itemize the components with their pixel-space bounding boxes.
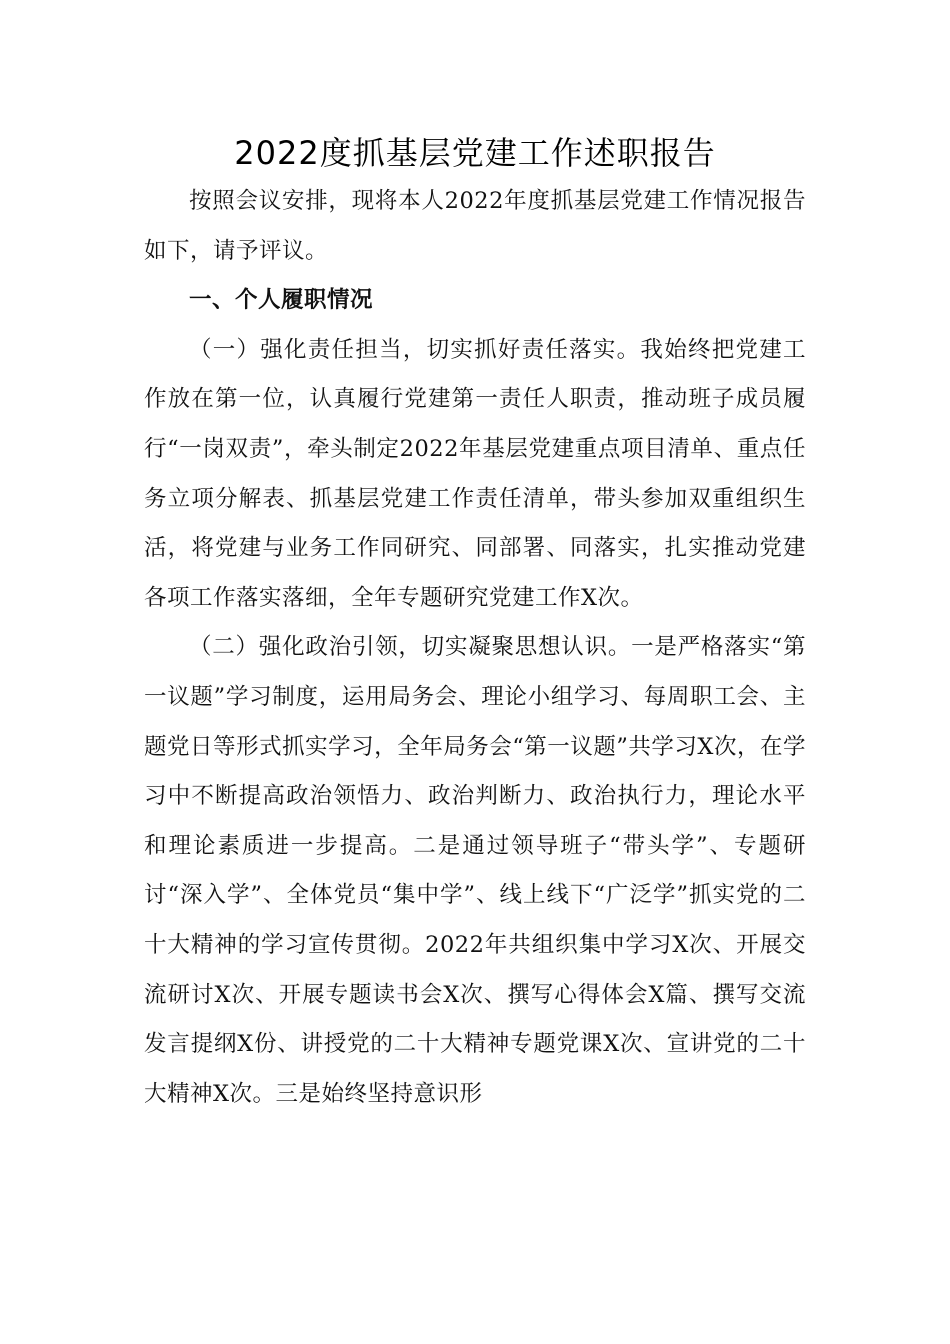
document-title: 2022度抓基层党建工作述职报告 (234, 134, 716, 172)
intro-paragraph: 按照会议安排，现将本人2022年度抓基层党建工作情况报告如下，请予评议。 (144, 188, 806, 264)
document-body (144, 177, 806, 1119)
paragraph-political-guidance: （二）强化政治引领，切实凝聚思想认识。一是严格落实“第一议题”学习制度，运用局务会、理论小组学习、每周职工会、主题党日等形式抓实学习，全年局务会“第一议题”共学习X次，在学习中不断提高政治领悟力、政治判断力、政治执行力，理论水平和理论素质进一步提高。二是通过领导班子“带头学”、专题研讨“深入学”、全体党员“集中学”、线上线下“广泛学”抓实党的二十大精神的学习宣传贯彻。2022年共组织集中学习X次、开展交流研讨X次、开展专题读书会X次、撰写心得体会X篇、撰写交流发言提纲X份、讲授党的二十大精神专题党课X次、宣讲党的二十大精神X次。三是始终坚持意识形 (144, 634, 806, 1107)
section-heading: 一、个人履职情况 (189, 287, 374, 314)
paragraph-responsibility: （一）强化责任担当，切实抓好责任落实。我始终把党建工作放在第一位，认真履行党建第一责任人职责，推动班子成员履行“一岗双责”，牵头制定2022年基层党建重点项目清单、重点任务立项分解表、抓基层党建工作责任清单，带头参加双重组织生活，将党建与业务工作同研究、同部署、同落实，扎实推动党建各项工作落实落细，全年专题研究党建工作X次。 (144, 336, 806, 611)
